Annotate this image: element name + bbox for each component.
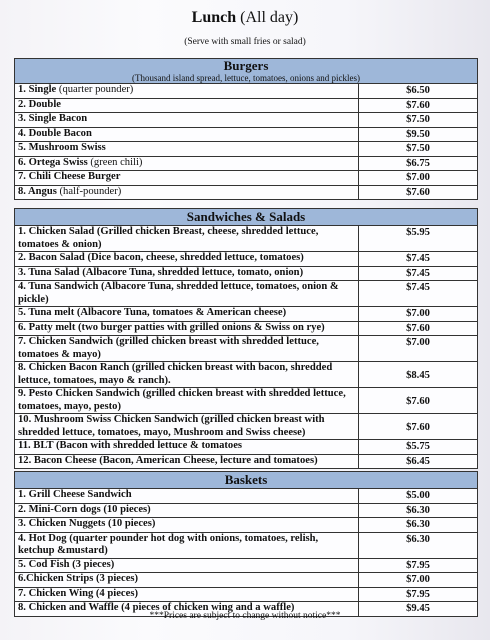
item-price: $7.60 [359, 388, 478, 414]
table-row [15, 98, 477, 113]
burgers-table [15, 84, 477, 199]
item-name: 1. Grill Cheese Sandwich [18, 489, 132, 500]
table-row [15, 518, 477, 533]
item-name: 6.Chicken Strips (3 pieces) [15, 573, 359, 588]
item-price: $7.60 [359, 185, 478, 199]
title-main: Lunch [191, 9, 237, 26]
item-name: 2. Bacon Salad (Dice bacon, cheese, shredded lettuce, tomatoes) [15, 252, 359, 267]
item-price: $7.45 [359, 266, 478, 281]
table-row [15, 84, 477, 98]
item-name: 12. Bacon Cheese (Bacon, American Cheese, lecture and tomatoes) [15, 454, 359, 468]
table-row [15, 573, 477, 588]
item-name: 3. Chicken Nuggets (10 pieces) [15, 518, 359, 533]
table-row [15, 388, 477, 414]
item-name: 6. Ortega Swiss (green chili) [15, 156, 359, 171]
table-row [15, 532, 477, 558]
sandwiches-table [15, 226, 477, 468]
item-name: 7. Chicken Wing (4 pieces) [15, 587, 359, 602]
table-row [15, 281, 477, 307]
item-price: $7.60 [359, 98, 478, 113]
item-price: $6.75 [359, 156, 478, 171]
item-price: $7.00 [359, 307, 478, 322]
table-row [15, 127, 477, 142]
item-name: 4. Tuna Sandwich (Albacore Tuna, shredded lettuce, tomatoes, onion & pickle) [15, 281, 359, 307]
item-price: $7.45 [359, 281, 478, 307]
table-row [15, 171, 477, 186]
item-price: $7.00 [359, 171, 478, 186]
table-row [15, 558, 477, 573]
item-price: $9.50 [359, 127, 478, 142]
table-row [15, 156, 477, 171]
item-name: 10. Mushroom Swiss Chicken Sandwich (grilled chicken breast with shredded lettuce, tomatoes, mayo, Mushroom and Swiss cheese) [15, 414, 359, 440]
item-name: 3. Single Bacon [15, 113, 359, 128]
burgers-section [14, 58, 478, 200]
sandwiches-section [14, 208, 478, 469]
item-price: $7.95 [359, 558, 478, 573]
item-name: 1. Single (quarter pounder) [18, 84, 134, 95]
burgers-heading [15, 59, 477, 84]
item-price: $6.50 [359, 84, 478, 98]
item-name: 2. Mini-Corn dogs (10 pieces) [15, 503, 359, 518]
table-row [15, 587, 477, 602]
item-price: $7.00 [359, 336, 478, 362]
item-name: 5. Tuna melt (Albacore Tuna, tomatoes & American cheese) [15, 307, 359, 322]
item-price: $7.00 [359, 573, 478, 588]
item-price: $7.50 [359, 142, 478, 157]
item-name: 8. Chicken and Waffle (4 pieces of chicken wing and a waffle) [15, 602, 359, 616]
item-price: $7.60 [359, 321, 478, 336]
table-row [15, 336, 477, 362]
table-row [15, 307, 477, 322]
item-price: $9.45 [359, 602, 478, 616]
item-name: 7. Chicken Sandwich (grilled chicken breast with shredded lettuce, tomatoes & mayo) [15, 336, 359, 362]
table-row [15, 321, 477, 336]
page-subtitle: (Serve with small fries or salad) [184, 37, 306, 47]
item-price: $7.50 [359, 113, 478, 128]
item-name: 4. Hot Dog (quarter pounder hot dog with onions, tomatoes, relish, ketchup &mustard) [15, 532, 359, 558]
title-suffix: (All day) [240, 9, 299, 26]
item-price: $7.60 [359, 414, 478, 440]
item-name: 3. Tuna Salad (Albacore Tuna, shredded lettuce, tomato, onion) [15, 266, 359, 281]
baskets-section [14, 471, 478, 617]
sandwiches-heading: Sandwiches & Salads [15, 209, 477, 226]
item-name: 9. Pesto Chicken Sandwich (grilled chicken breast with shredded lettuce, tomatoes, mayo, pesto) [15, 388, 359, 414]
burgers-title: Burgers [223, 58, 269, 73]
table-row [15, 142, 477, 157]
table-row [15, 252, 477, 267]
page-title [0, 9, 490, 27]
item-price: $5.95 [359, 226, 478, 252]
item-name: 6. Patty melt (two burger patties with grilled onions & Swiss on rye) [15, 321, 359, 336]
item-name: 7. Chili Cheese Burger [15, 171, 359, 186]
baskets-heading: Baskets [15, 472, 477, 489]
item-price: $6.30 [359, 503, 478, 518]
item-price: $5.00 [359, 489, 478, 503]
item-name: 1. Chicken Salad (Grilled chicken Breast, cheese, shredded lettuce, tomatoes & onion) [18, 226, 319, 250]
table-row [15, 185, 477, 199]
table-row [15, 362, 477, 388]
item-name: 5. Cod Fish (3 pieces) [15, 558, 359, 573]
item-name: 2. Double [15, 98, 359, 113]
item-price: $5.75 [359, 440, 478, 455]
item-name: 8. Chicken Bacon Ranch (grilled chicken breast with bacon, shredded lettuce, tomatoes, mayo & ranch). [15, 362, 359, 388]
item-price: $8.45 [359, 362, 478, 388]
item-price: $7.95 [359, 587, 478, 602]
table-row [15, 414, 477, 440]
item-price: $6.30 [359, 518, 478, 533]
price-disclaimer: ***Prices are subject to change without notice*** [149, 611, 341, 621]
item-name: 8. Angus (half-pounder) [15, 185, 359, 199]
burgers-note: (Thousand island spread, lettuce, tomatoes, onions and pickles) [132, 73, 360, 83]
item-name: 4. Double Bacon [15, 127, 359, 142]
baskets-table [15, 489, 477, 616]
item-price: $6.45 [359, 454, 478, 468]
table-row [15, 266, 477, 281]
table-row [15, 440, 477, 455]
item-price: $7.45 [359, 252, 478, 267]
table-row [15, 503, 477, 518]
item-name: 11. BLT (Bacon with shredded lettuce & tomatoes [15, 440, 359, 455]
table-row [15, 489, 477, 503]
table-row [15, 226, 477, 252]
item-price: $6.30 [359, 532, 478, 558]
item-name: 5. Mushroom Swiss [15, 142, 359, 157]
table-row [15, 113, 477, 128]
table-row [15, 454, 477, 468]
